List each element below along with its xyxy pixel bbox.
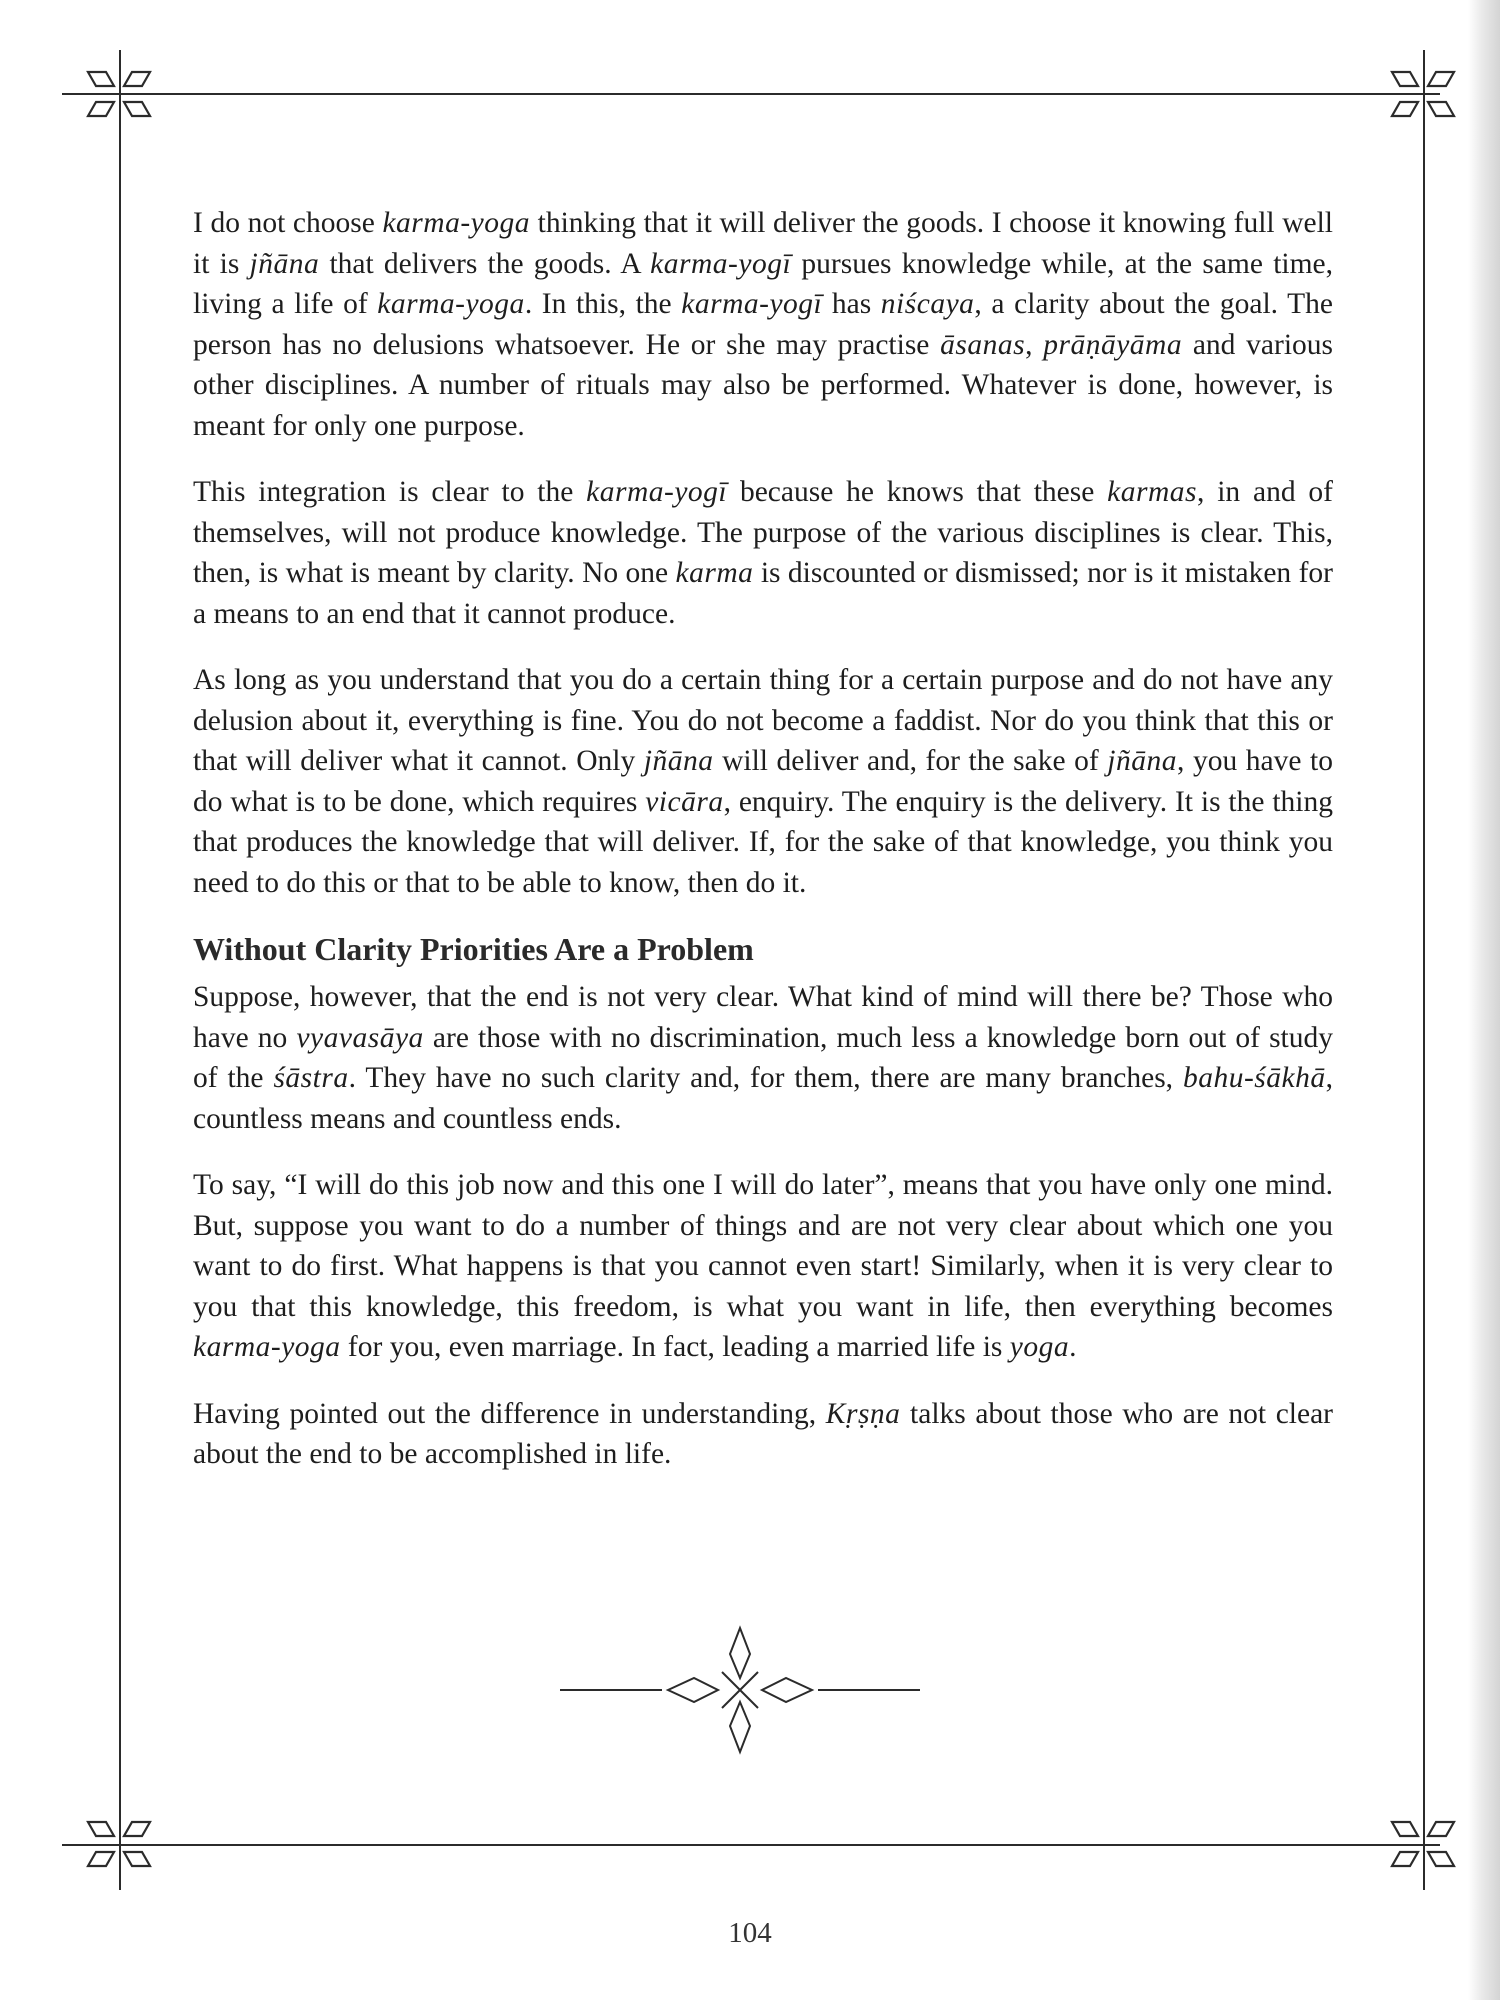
- page-body: [193, 203, 1333, 1501]
- text-run: , you have to do what is to be done, which requires: [193, 745, 1333, 818]
- text-run: talks about those who are not clear about the end to be accomplished in life.: [193, 1397, 1334, 1470]
- text-run: , countless means and countless ends.: [193, 1062, 1333, 1135]
- text-run: , a clarity about the goal. The person has no delusions whatsoever. He or she may practise: [193, 288, 1333, 361]
- section-heading: Without Clarity Priorities Are a Problem: [193, 931, 754, 967]
- text-run: is discounted or dismissed; nor is it mistaken for a means to an end that it cannot produce.: [193, 557, 1333, 630]
- paragraph: [193, 472, 1333, 634]
- text-run: This integration is clear to the: [193, 476, 587, 508]
- italic-term: karma-yogī: [650, 247, 792, 280]
- italic-term: jñāna: [643, 745, 714, 777]
- italic-term: karma-yogī: [586, 476, 728, 508]
- text-run: pursues knowledge while, at the same time, living a life of: [193, 247, 1333, 320]
- text-run: .: [1069, 1331, 1077, 1363]
- text-run: has: [822, 288, 881, 320]
- italic-term: yoga: [1009, 1331, 1070, 1363]
- paragraphs-after-heading: [193, 977, 1333, 1475]
- text-run: that delivers the goods. A: [319, 247, 651, 280]
- italic-term: āsanas: [940, 328, 1026, 361]
- italic-term: karma: [675, 557, 754, 589]
- italic-term: Kṛṣṇa: [825, 1397, 901, 1430]
- italic-term: bahu-śākhā: [1182, 1062, 1326, 1094]
- text-run: . In this, the: [524, 288, 682, 320]
- paragraphs-before-heading: [193, 203, 1333, 903]
- italic-term: vicāra: [645, 785, 724, 818]
- italic-term: karma-yogī: [681, 288, 823, 320]
- text-run: , in and of themselves, will not produce knowledge. The purpose of the various disciplines is clear. This, then, is what is meant by clarity. No one: [193, 476, 1333, 589]
- italic-term: karmas: [1107, 476, 1198, 508]
- text-run: , enquiry. The enquiry is the delivery. It is the thing that produces the knowledge that will deliver. If, for the sake of that knowledge, you think you need to do this or that to be able to know, then do it.: [193, 785, 1333, 899]
- text-run: Having pointed out the difference in understanding,: [193, 1397, 826, 1430]
- text-run: thinking that it will deliver the goods. I choose it knowing full well it is: [193, 207, 1334, 280]
- italic-term: prāṇāyāma: [1043, 328, 1183, 361]
- text-run: for you, even marriage. In fact, leading a married life is: [340, 1331, 1010, 1363]
- italic-term: karma-yoga: [382, 207, 531, 239]
- text-run: . They have no such clarity and, for them, there are many branches,: [348, 1062, 1183, 1094]
- text-run: As long as you understand that you do a certain thing for a certain purpose and do not have any delusion about it, everything is fine. You do not become a faddist. Nor do you think that this or that will deliver what it cannot. Only: [193, 664, 1333, 777]
- page-edge-shadow: [1468, 0, 1500, 2000]
- italic-term: karma-yoga: [193, 1331, 341, 1363]
- paragraph: [193, 203, 1333, 446]
- italic-term: vyavasāya: [296, 1021, 424, 1054]
- paragraph: [193, 1165, 1333, 1368]
- text-run: ,: [1025, 328, 1044, 361]
- text-run: and various other disciplines. A number of rituals may also be performed. Whatever is done, however, is meant for only one purpose.: [193, 328, 1334, 442]
- text-run: Suppose, however, that the end is not very clear. What kind of mind will there be? Those who have no: [193, 981, 1333, 1054]
- paragraph: [193, 660, 1333, 903]
- italic-term: niścaya: [880, 288, 975, 320]
- page-number: 104: [728, 1917, 772, 1949]
- text-run: I do not choose: [193, 207, 383, 239]
- paragraph: [193, 977, 1333, 1139]
- text-run: because he knows that these: [727, 476, 1108, 508]
- italic-term: jñāna: [249, 247, 320, 280]
- paragraph: [193, 1394, 1333, 1475]
- text-run: will deliver and, for the sake of: [713, 745, 1108, 777]
- section-end-ornament: [550, 1620, 930, 1760]
- italic-term: karma-yoga: [377, 288, 525, 320]
- text-run: To say, “I will do this job now and this one I will do later”, means that you have only one mind. But, suppose you want to do a number of things and are not very clear about which one you want to do first. What happens is that you cannot even start! Similarly, when it is very clear to you that this knowledge, this freedom, is what you want in life, then everything becomes: [193, 1169, 1333, 1323]
- italic-term: śāstra: [273, 1062, 349, 1094]
- italic-term: jñāna: [1107, 745, 1177, 777]
- text-run: are those with no discrimination, much less a knowledge born out of study of the: [193, 1021, 1334, 1094]
